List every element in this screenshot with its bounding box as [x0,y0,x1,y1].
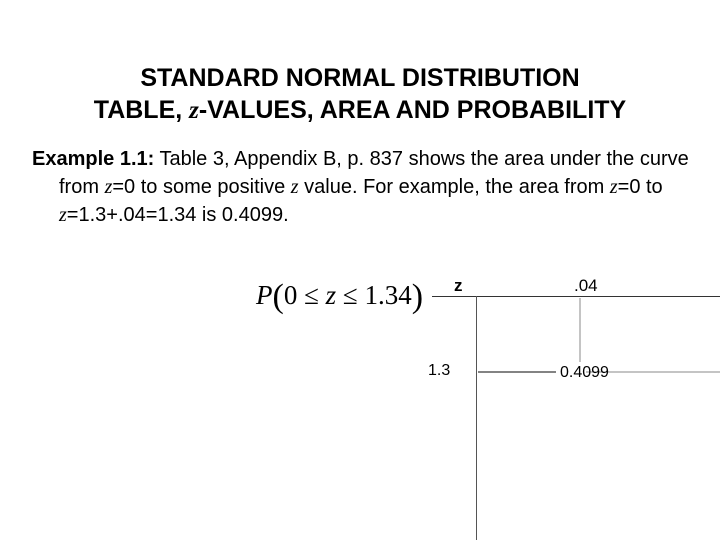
equation-rhs: ≤ 1.34 [336,280,412,310]
example-z-2: z [290,176,299,198]
title-line-2 [0,94,720,127]
table-row-label: 1.3 [428,362,451,379]
example-text-1: Table 3, Appendix B, p. 837 shows the area under the curve from [59,148,689,198]
title-line-2-pre: TABLE, [93,96,190,124]
title-line-1: STANDARD NORMAL DISTRIBUTION [140,64,580,92]
example-paragraph [32,145,692,229]
table-cell-value: 0.4099 [560,364,609,381]
z-table-excerpt [420,272,720,540]
equation-p: P [256,280,273,310]
title-z-symbol: z [189,97,199,124]
equation-z: z [325,280,337,310]
equation-close-paren: ) [411,278,424,315]
example-z-1: z [104,176,113,198]
table-z-header: z [454,276,463,295]
example-text-5: =1.3+.04=1.34 is 0.4099. [66,204,289,226]
example-z-4: z [59,204,67,226]
equation-lhs: 0 ≤ [283,280,326,310]
table-z-column-rule [476,296,477,540]
table-row-lines [420,272,720,540]
page-title [0,62,720,127]
example-text-4: =0 to [617,176,663,198]
example-text-2: =0 to some positive [112,176,291,198]
example-label: Example 1.1: [32,148,155,170]
probability-equation [256,278,423,316]
example-text [32,145,692,229]
equation-open-paren: ( [272,278,284,315]
title-line-2-post: -VALUES, AREA AND PROBABILITY [198,96,627,124]
table-column-header: .04 [574,276,598,295]
example-z-3: z [609,176,618,198]
example-text-3: value. For example, the area from [298,176,610,198]
